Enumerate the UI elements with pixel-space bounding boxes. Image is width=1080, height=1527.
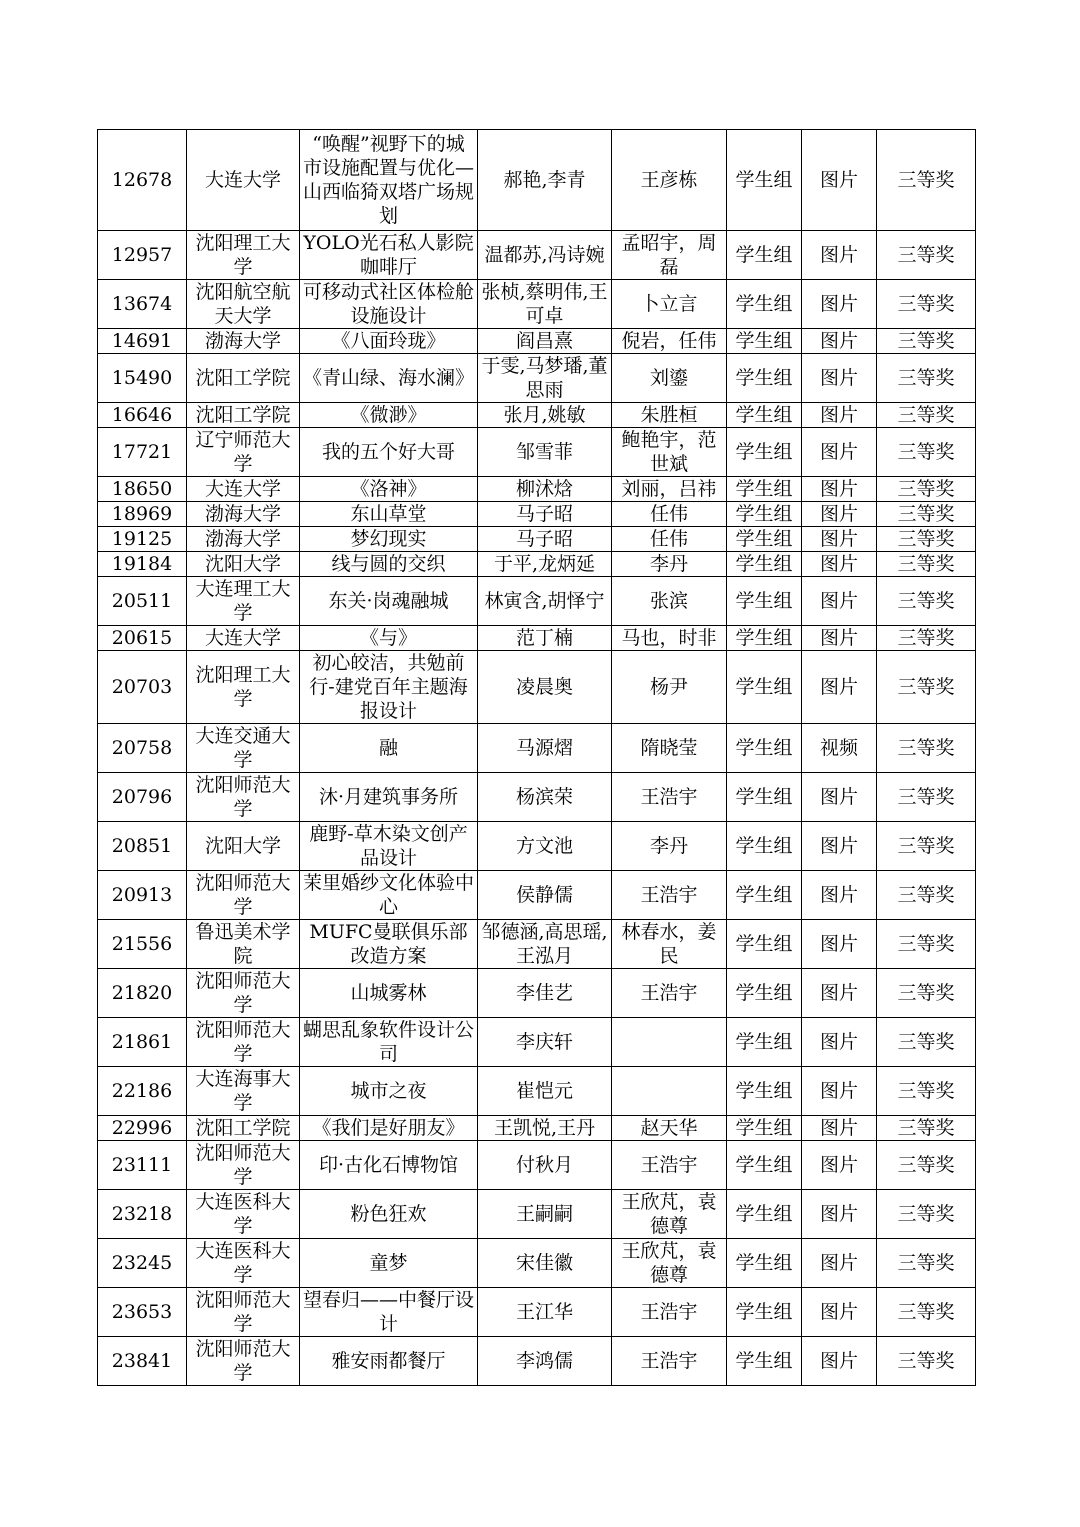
authors-cell: 杨滨荣 <box>478 773 612 822</box>
award-cell: 三等奖 <box>877 651 976 724</box>
advisor-cell: 王浩宇 <box>612 1288 727 1337</box>
table-row <box>98 502 976 527</box>
work-type-cell: 图片 <box>802 354 877 403</box>
authors-cell: 张桢,蔡明伟,王可卓 <box>478 280 612 329</box>
entry-id-cell: 22186 <box>98 1067 187 1116</box>
entry-id-cell: 18650 <box>98 477 187 502</box>
table-row <box>98 130 976 231</box>
authors-cell: 郝艳,李青 <box>478 130 612 231</box>
group-cell: 学生组 <box>727 428 802 477</box>
work-type-cell: 图片 <box>802 130 877 231</box>
award-table <box>97 129 976 1386</box>
entry-id-cell: 20511 <box>98 577 187 626</box>
authors-cell: 王嗣嗣 <box>478 1190 612 1239</box>
group-cell: 学生组 <box>727 651 802 724</box>
award-cell: 三等奖 <box>877 1116 976 1141</box>
work-title-cell: 东关·岗魂融城 <box>300 577 478 626</box>
school-cell: 大连医科大学 <box>187 1190 300 1239</box>
work-type-cell: 图片 <box>802 527 877 552</box>
table-row <box>98 1288 976 1337</box>
work-type-cell: 图片 <box>802 920 877 969</box>
advisor-cell: 王彦栋 <box>612 130 727 231</box>
work-type-cell: 图片 <box>802 428 877 477</box>
group-cell: 学生组 <box>727 552 802 577</box>
work-title-cell: 梦幻现实 <box>300 527 478 552</box>
table-row <box>98 651 976 724</box>
advisor-cell: 李丹 <box>612 822 727 871</box>
table-row <box>98 329 976 354</box>
authors-cell: 张月,姚敏 <box>478 403 612 428</box>
entry-id-cell: 12678 <box>98 130 187 231</box>
work-type-cell: 图片 <box>802 822 877 871</box>
work-title-cell: 印·古化石博物馆 <box>300 1141 478 1190</box>
award-cell: 三等奖 <box>877 329 976 354</box>
table-row <box>98 626 976 651</box>
entry-id-cell: 18969 <box>98 502 187 527</box>
school-cell: 大连大学 <box>187 626 300 651</box>
table-row <box>98 1239 976 1288</box>
work-title-cell: MUFC曼联俱乐部改造方案 <box>300 920 478 969</box>
award-cell: 三等奖 <box>877 920 976 969</box>
work-title-cell: 《微渺》 <box>300 403 478 428</box>
school-cell: 大连大学 <box>187 130 300 231</box>
group-cell: 学生组 <box>727 1067 802 1116</box>
work-type-cell: 图片 <box>802 871 877 920</box>
award-cell: 三等奖 <box>877 1018 976 1067</box>
work-type-cell: 图片 <box>802 651 877 724</box>
school-cell: 沈阳师范大学 <box>187 871 300 920</box>
group-cell: 学生组 <box>727 329 802 354</box>
table-row <box>98 920 976 969</box>
work-type-cell: 图片 <box>802 626 877 651</box>
group-cell: 学生组 <box>727 1018 802 1067</box>
group-cell: 学生组 <box>727 1190 802 1239</box>
school-cell: 大连理工大学 <box>187 577 300 626</box>
table-row <box>98 428 976 477</box>
work-title-cell: 童梦 <box>300 1239 478 1288</box>
group-cell: 学生组 <box>727 1239 802 1288</box>
table-row <box>98 871 976 920</box>
work-type-cell: 图片 <box>802 1288 877 1337</box>
authors-cell: 马源熠 <box>478 724 612 773</box>
table-row <box>98 1337 976 1386</box>
work-type-cell: 图片 <box>802 1018 877 1067</box>
authors-cell: 阎昌熹 <box>478 329 612 354</box>
award-cell: 三等奖 <box>877 403 976 428</box>
advisor-cell <box>612 1018 727 1067</box>
work-title-cell: 鹿野-草木染文创产品设计 <box>300 822 478 871</box>
table-row <box>98 1018 976 1067</box>
table-row <box>98 724 976 773</box>
entry-id-cell: 20851 <box>98 822 187 871</box>
group-cell: 学生组 <box>727 724 802 773</box>
work-title-cell: 望春归——中餐厅设计 <box>300 1288 478 1337</box>
entry-id-cell: 15490 <box>98 354 187 403</box>
work-title-cell: 《八面玲珑》 <box>300 329 478 354</box>
entry-id-cell: 21861 <box>98 1018 187 1067</box>
entry-id-cell: 13674 <box>98 280 187 329</box>
award-cell: 三等奖 <box>877 354 976 403</box>
advisor-cell: 倪岩，任伟 <box>612 329 727 354</box>
group-cell: 学生组 <box>727 626 802 651</box>
school-cell: 沈阳师范大学 <box>187 1141 300 1190</box>
entry-id-cell: 17721 <box>98 428 187 477</box>
advisor-cell: 王浩宇 <box>612 1141 727 1190</box>
award-cell: 三等奖 <box>877 822 976 871</box>
award-cell: 三等奖 <box>877 231 976 280</box>
authors-cell: 于雯,马梦璠,董思雨 <box>478 354 612 403</box>
advisor-cell: 王欣芃，袁德尊 <box>612 1190 727 1239</box>
advisor-cell: 赵天华 <box>612 1116 727 1141</box>
advisor-cell: 张滨 <box>612 577 727 626</box>
award-cell: 三等奖 <box>877 502 976 527</box>
advisor-cell: 林春水，姜民 <box>612 920 727 969</box>
work-type-cell: 图片 <box>802 1337 877 1386</box>
award-cell: 三等奖 <box>877 577 976 626</box>
work-type-cell: 图片 <box>802 773 877 822</box>
entry-id-cell: 19125 <box>98 527 187 552</box>
table-row <box>98 231 976 280</box>
work-type-cell: 图片 <box>802 969 877 1018</box>
group-cell: 学生组 <box>727 502 802 527</box>
authors-cell: 方文池 <box>478 822 612 871</box>
work-type-cell: 视频 <box>802 724 877 773</box>
work-title-cell: “唤醒”视野下的城市设施配置与优化—山西临猗双塔广场规划 <box>300 130 478 231</box>
school-cell: 大连交通大学 <box>187 724 300 773</box>
group-cell: 学生组 <box>727 773 802 822</box>
school-cell: 沈阳师范大学 <box>187 1337 300 1386</box>
school-cell: 沈阳工学院 <box>187 1116 300 1141</box>
advisor-cell: 王浩宇 <box>612 773 727 822</box>
school-cell: 渤海大学 <box>187 502 300 527</box>
work-title-cell: 山城雾林 <box>300 969 478 1018</box>
advisor-cell: 李丹 <box>612 552 727 577</box>
school-cell: 大连医科大学 <box>187 1239 300 1288</box>
group-cell: 学生组 <box>727 130 802 231</box>
school-cell: 渤海大学 <box>187 329 300 354</box>
authors-cell: 于平,龙炳延 <box>478 552 612 577</box>
entry-id-cell: 21556 <box>98 920 187 969</box>
school-cell: 沈阳师范大学 <box>187 773 300 822</box>
table-row <box>98 354 976 403</box>
work-type-cell: 图片 <box>802 1141 877 1190</box>
table-row <box>98 1116 976 1141</box>
advisor-cell: 隋晓莹 <box>612 724 727 773</box>
school-cell: 沈阳理工大学 <box>187 651 300 724</box>
work-title-cell: 东山草堂 <box>300 502 478 527</box>
school-cell: 大连海事大学 <box>187 1067 300 1116</box>
authors-cell: 凌晨奥 <box>478 651 612 724</box>
work-title-cell: 雅安雨都餐厅 <box>300 1337 478 1386</box>
advisor-cell: 刘鎏 <box>612 354 727 403</box>
advisor-cell: 刘丽，吕祎 <box>612 477 727 502</box>
authors-cell: 范丁楠 <box>478 626 612 651</box>
award-cell: 三等奖 <box>877 1337 976 1386</box>
group-cell: 学生组 <box>727 871 802 920</box>
authors-cell: 马子昭 <box>478 502 612 527</box>
work-title-cell: 茉里婚纱文化体验中心 <box>300 871 478 920</box>
work-type-cell: 图片 <box>802 502 877 527</box>
school-cell: 渤海大学 <box>187 527 300 552</box>
school-cell: 沈阳大学 <box>187 552 300 577</box>
entry-id-cell: 14691 <box>98 329 187 354</box>
authors-cell: 邹德涵,高思瑶,王泓月 <box>478 920 612 969</box>
award-cell: 三等奖 <box>877 871 976 920</box>
school-cell: 辽宁师范大学 <box>187 428 300 477</box>
entry-id-cell: 20796 <box>98 773 187 822</box>
entry-id-cell: 19184 <box>98 552 187 577</box>
award-cell: 三等奖 <box>877 626 976 651</box>
school-cell: 沈阳师范大学 <box>187 969 300 1018</box>
award-cell: 三等奖 <box>877 724 976 773</box>
group-cell: 学生组 <box>727 822 802 871</box>
table-row <box>98 969 976 1018</box>
table-row <box>98 1067 976 1116</box>
work-type-cell: 图片 <box>802 1190 877 1239</box>
work-type-cell: 图片 <box>802 403 877 428</box>
award-table-body <box>98 130 976 1386</box>
school-cell: 沈阳师范大学 <box>187 1288 300 1337</box>
entry-id-cell: 20703 <box>98 651 187 724</box>
table-row <box>98 1141 976 1190</box>
award-cell: 三等奖 <box>877 527 976 552</box>
table-row <box>98 773 976 822</box>
entry-id-cell: 23218 <box>98 1190 187 1239</box>
authors-cell: 李鸿儒 <box>478 1337 612 1386</box>
school-cell: 沈阳大学 <box>187 822 300 871</box>
work-title-cell: 《与》 <box>300 626 478 651</box>
advisor-cell <box>612 1067 727 1116</box>
table-row <box>98 822 976 871</box>
work-type-cell: 图片 <box>802 231 877 280</box>
work-title-cell: 《洛神》 <box>300 477 478 502</box>
group-cell: 学生组 <box>727 403 802 428</box>
advisor-cell: 鲍艳宇，范世斌 <box>612 428 727 477</box>
school-cell: 沈阳工学院 <box>187 354 300 403</box>
group-cell: 学生组 <box>727 1337 802 1386</box>
award-cell: 三等奖 <box>877 969 976 1018</box>
group-cell: 学生组 <box>727 1288 802 1337</box>
award-cell: 三等奖 <box>877 552 976 577</box>
work-title-cell: YOLO光石私人影院咖啡厅 <box>300 231 478 280</box>
school-cell: 大连大学 <box>187 477 300 502</box>
entry-id-cell: 22996 <box>98 1116 187 1141</box>
table-row <box>98 1190 976 1239</box>
advisor-cell: 朱胜桓 <box>612 403 727 428</box>
work-title-cell: 《我们是好朋友》 <box>300 1116 478 1141</box>
entry-id-cell: 23653 <box>98 1288 187 1337</box>
group-cell: 学生组 <box>727 1141 802 1190</box>
group-cell: 学生组 <box>727 477 802 502</box>
award-cell: 三等奖 <box>877 280 976 329</box>
group-cell: 学生组 <box>727 577 802 626</box>
advisor-cell: 王欣芃，袁德尊 <box>612 1239 727 1288</box>
school-cell: 沈阳航空航天大学 <box>187 280 300 329</box>
table-row <box>98 552 976 577</box>
advisor-cell: 孟昭宇，周磊 <box>612 231 727 280</box>
work-type-cell: 图片 <box>802 1116 877 1141</box>
award-cell: 三等奖 <box>877 1067 976 1116</box>
authors-cell: 柳沭焓 <box>478 477 612 502</box>
work-type-cell: 图片 <box>802 329 877 354</box>
award-cell: 三等奖 <box>877 1288 976 1337</box>
authors-cell: 李佳艺 <box>478 969 612 1018</box>
authors-cell: 崔恺元 <box>478 1067 612 1116</box>
entry-id-cell: 23111 <box>98 1141 187 1190</box>
authors-cell: 王江华 <box>478 1288 612 1337</box>
work-title-cell: 线与圆的交织 <box>300 552 478 577</box>
award-cell: 三等奖 <box>877 773 976 822</box>
advisor-cell: 杨尹 <box>612 651 727 724</box>
authors-cell: 温都苏,冯诗婉 <box>478 231 612 280</box>
authors-cell: 付秋月 <box>478 1141 612 1190</box>
group-cell: 学生组 <box>727 231 802 280</box>
award-cell: 三等奖 <box>877 428 976 477</box>
work-title-cell: 城市之夜 <box>300 1067 478 1116</box>
authors-cell: 邹雪菲 <box>478 428 612 477</box>
award-cell: 三等奖 <box>877 477 976 502</box>
work-type-cell: 图片 <box>802 577 877 626</box>
group-cell: 学生组 <box>727 354 802 403</box>
advisor-cell: 王浩宇 <box>612 871 727 920</box>
group-cell: 学生组 <box>727 920 802 969</box>
work-type-cell: 图片 <box>802 280 877 329</box>
entry-id-cell: 16646 <box>98 403 187 428</box>
advisor-cell: 马也，时非 <box>612 626 727 651</box>
work-type-cell: 图片 <box>802 477 877 502</box>
work-title-cell: 蝴思乱象软件设计公司 <box>300 1018 478 1067</box>
group-cell: 学生组 <box>727 280 802 329</box>
award-cell: 三等奖 <box>877 130 976 231</box>
table-row <box>98 403 976 428</box>
entry-id-cell: 20758 <box>98 724 187 773</box>
work-type-cell: 图片 <box>802 1239 877 1288</box>
group-cell: 学生组 <box>727 1116 802 1141</box>
work-title-cell: 可移动式社区体检舱设施设计 <box>300 280 478 329</box>
work-type-cell: 图片 <box>802 552 877 577</box>
group-cell: 学生组 <box>727 527 802 552</box>
entry-id-cell: 23841 <box>98 1337 187 1386</box>
award-cell: 三等奖 <box>877 1190 976 1239</box>
table-row <box>98 527 976 552</box>
work-title-cell: 初心皎洁，共勉前行-建党百年主题海报设计 <box>300 651 478 724</box>
work-title-cell: 我的五个好大哥 <box>300 428 478 477</box>
work-title-cell: 沐·月建筑事务所 <box>300 773 478 822</box>
authors-cell: 王凯悦,王丹 <box>478 1116 612 1141</box>
school-cell: 沈阳师范大学 <box>187 1018 300 1067</box>
advisor-cell: 王浩宇 <box>612 969 727 1018</box>
school-cell: 鲁迅美术学院 <box>187 920 300 969</box>
authors-cell: 林寅含,胡怿宁 <box>478 577 612 626</box>
advisor-cell: 王浩宇 <box>612 1337 727 1386</box>
award-cell: 三等奖 <box>877 1239 976 1288</box>
entry-id-cell: 12957 <box>98 231 187 280</box>
advisor-cell: 任伟 <box>612 502 727 527</box>
entry-id-cell: 20913 <box>98 871 187 920</box>
work-title-cell: 《青山绿、海水澜》 <box>300 354 478 403</box>
table-row <box>98 577 976 626</box>
entry-id-cell: 23245 <box>98 1239 187 1288</box>
table-row <box>98 477 976 502</box>
entry-id-cell: 21820 <box>98 969 187 1018</box>
work-title-cell: 融 <box>300 724 478 773</box>
work-type-cell: 图片 <box>802 1067 877 1116</box>
advisor-cell: 任伟 <box>612 527 727 552</box>
table-row <box>98 280 976 329</box>
authors-cell: 侯静儒 <box>478 871 612 920</box>
group-cell: 学生组 <box>727 969 802 1018</box>
entry-id-cell: 20615 <box>98 626 187 651</box>
authors-cell: 李庆轩 <box>478 1018 612 1067</box>
work-title-cell: 粉色狂欢 <box>300 1190 478 1239</box>
school-cell: 沈阳理工大学 <box>187 231 300 280</box>
authors-cell: 马子昭 <box>478 527 612 552</box>
school-cell: 沈阳工学院 <box>187 403 300 428</box>
authors-cell: 宋佳徽 <box>478 1239 612 1288</box>
advisor-cell: 卜立言 <box>612 280 727 329</box>
award-cell: 三等奖 <box>877 1141 976 1190</box>
